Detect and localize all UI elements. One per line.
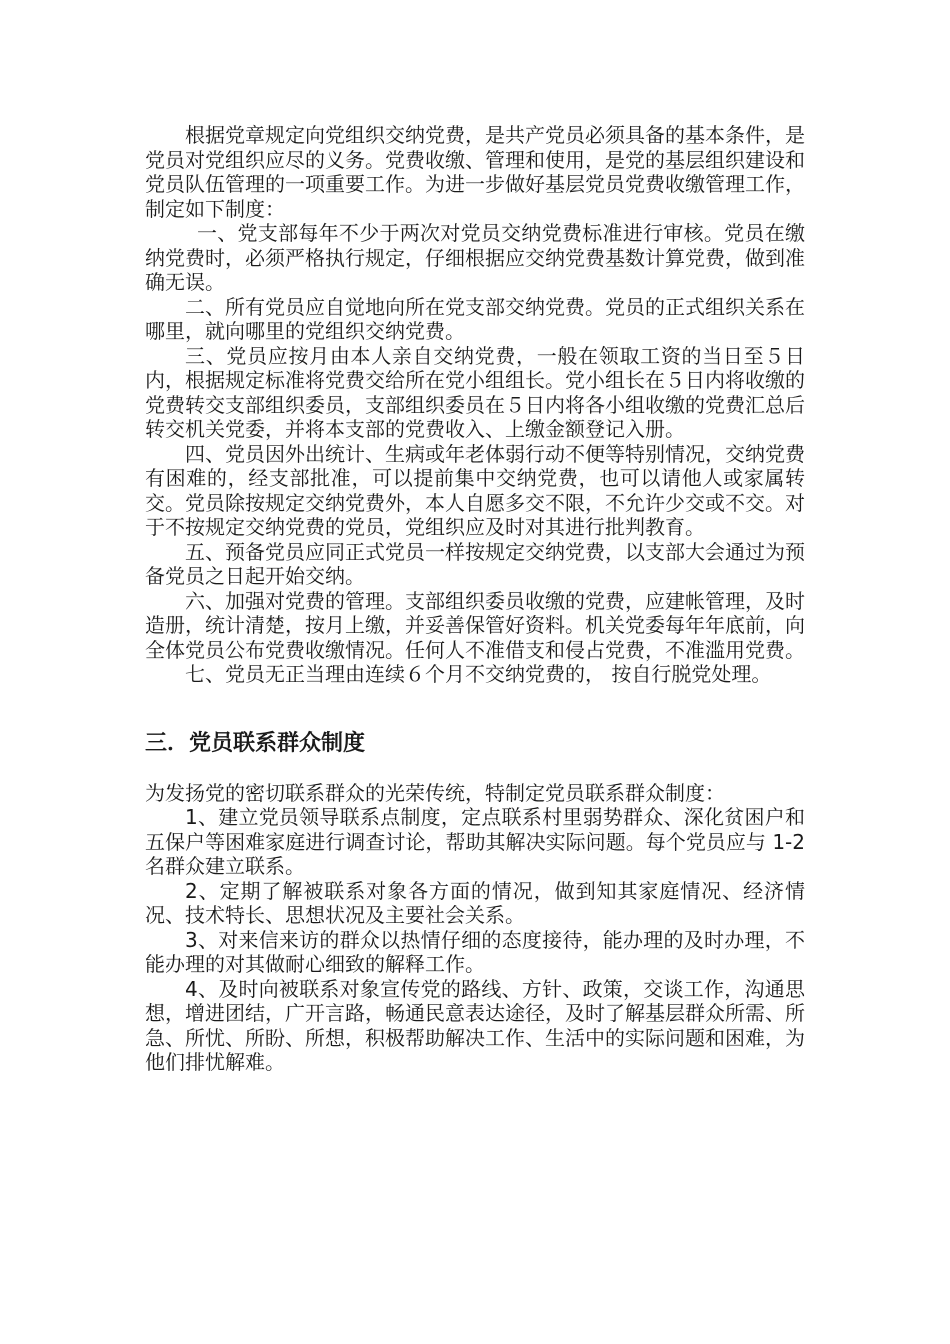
document-page xyxy=(145,123,805,1075)
party-fee-item-3: 三、党员应按月由本人亲自交纳党费，一般在领取工资的当日至５日内，根据规定标准将党费交给所在党小组组长。党小组长在５日内将收缴的党费转交支部组织委员，支部组织委员在５日内将各小组收缴的党费汇总后转交机关党委，并将本支部的党费收入、上缴金额登记入册。 xyxy=(145,343,805,441)
party-fee-intro: 根据党章规定向党组织交纳党费，是共产党员必须具备的基本条件，是党员对党组织应尽的义务。党费收缴、管理和使用，是党的基层组织建设和党员队伍管理的一项重要工作。为进一步做好基层党员党费收缴管理工作，制定如下制度： xyxy=(145,123,805,221)
mass-contact-item-1: 1、建立党员领导联系点制度，定点联系村里弱势群众、深化贫困户和五保户等困难家庭进行调查讨论，帮助其解决实际问题。每个党员应与 1-2 名群众建立联系。 xyxy=(145,805,805,878)
mass-contact-intro: 为发扬党的密切联系群众的光荣传统，特制定党员联系群众制度： xyxy=(145,780,725,805)
mass-contact-item-2: 2、定期了解被联系对象各方面的情况，做到知其家庭情况、经济情况、技术特长、思想状况及主要社会关系。 xyxy=(145,878,805,927)
party-fee-item-5: 五、预备党员应同正式党员一样按规定交纳党费，以支部大会通过为预备党员之日起开始交纳。 xyxy=(145,539,805,588)
mass-contact-item-3: 3、对来信来访的群众以热情仔细的态度接待，能办理的及时办理，不能办理的对其做耐心细致的解释工作。 xyxy=(145,927,805,976)
party-fee-item-2: 二、所有党员应自觉地向所在党支部交纳党费。党员的正式组织关系在哪里，就向哪里的党组织交纳党费。 xyxy=(145,294,805,343)
party-fee-section xyxy=(145,123,805,687)
mass-contact-section xyxy=(145,729,805,1075)
mass-contact-item-4: 4、及时向被联系对象宣传党的路线、方针、政策，交谈工作，沟通思想，增进团结，广开言路，畅通民意表达途径，及时了解基层群众所需、所急、所忧、所盼、所想，积极帮助解决工作、生活中的实际问题和困难，为他们排忧解难。 xyxy=(145,976,805,1074)
section-heading: 三．党员联系群众制度 xyxy=(145,730,366,756)
party-fee-item-6: 六、加强对党费的管理。支部组织委员收缴的党费，应建帐管理，及时造册，统计清楚，按月上缴，并妥善保管好资料。机关党委每年年底前，向全体党员公布党费收缴情况。任何人不准借支和侵占党费，不准滥用党费。 xyxy=(145,588,805,662)
party-fee-item-7: 七、党员无正当理由连续６个月不交纳党费的， 按自行脱党处理。 xyxy=(185,662,772,686)
party-fee-item-1: 一、党支部每年不少于两次对党员交纳党费标准进行审核。党员在缴纳党费时，必须严格执行规定，仔细根据应交纳党费基数计算党费，做到准确无误。 xyxy=(145,221,805,294)
party-fee-item-4: 四、党员因外出统计、生病或年老体弱行动不便等特别情况，交纳党费有困难的，经支部批准，可以提前集中交纳党费，也可以请他人或家属转交。党员除按规定交纳党费外，本人自愿多交不限，不允许少交或不交。对于不按规定交纳党费的党员，党组织应及时对其进行批判教育。 xyxy=(145,441,805,539)
